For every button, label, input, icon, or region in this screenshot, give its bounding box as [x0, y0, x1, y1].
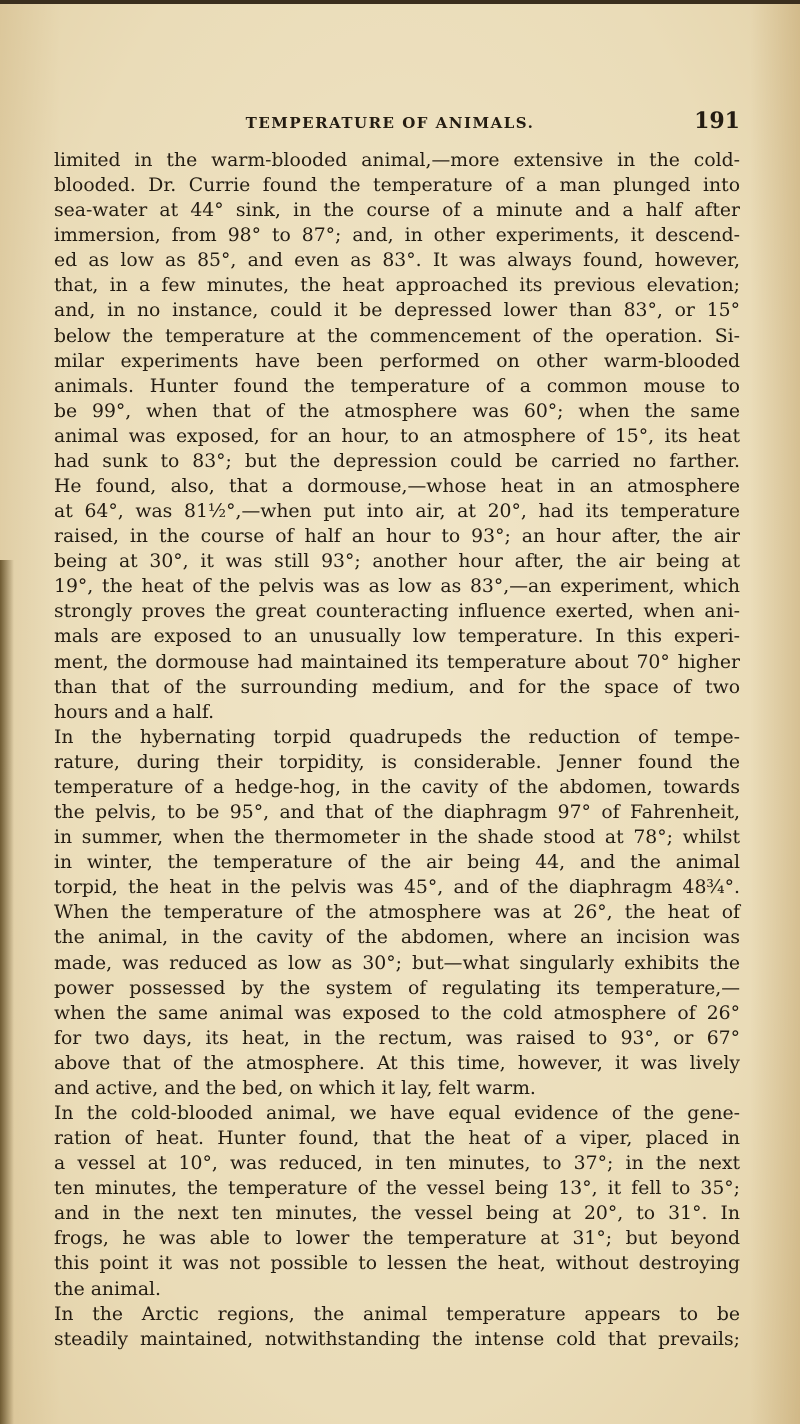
text-line: limited in the warm-blooded animal,—more extensive in the cold- [54, 150, 740, 171]
text-line: and, in no instance, could it be depressed lower than 83°, or 15° [54, 300, 740, 322]
text-line: made, was reduced as low as 30°; but—what singularly exhibits the [54, 952, 740, 974]
text-line: In the Arctic regions, the animal temperature appears to be [54, 1303, 740, 1325]
text-line: animal was exposed, for an hour, to an atmosphere of 15°, its heat [54, 425, 740, 447]
text-line: strongly proves the great counteracting influence exerted, when ani- [54, 601, 740, 623]
text-line: immersion, from 98° to 87°; and, in other experiments, it descend- [54, 225, 740, 247]
text-line: for two days, its heat, in the rectum, was raised to 93°, or 67° [54, 1027, 740, 1049]
text-line: mals are exposed to an unusually low temperature. In this experi- [54, 626, 740, 648]
text-line: ment, the dormouse had maintained its temperature about 70° higher [54, 651, 740, 673]
text-line: had sunk to 83°; but the depression could be carried no farther. [54, 450, 740, 472]
text-line: below the temperature at the commencement of the operation. Si- [54, 325, 740, 347]
text-line: animals. Hunter found the temperature of a common mouse to [54, 375, 740, 397]
text-line: this point it was not possible to lessen the heat, without destroying [54, 1253, 740, 1275]
top-edge-rule [0, 0, 800, 4]
text-line: when the same animal was exposed to the cold atmosphere of 26° [54, 1002, 740, 1024]
text-line: blooded. Dr. Currie found the temperature of a man plunged into [54, 175, 740, 197]
text-line: the animal. [54, 1278, 162, 1300]
page-number: 191 [694, 108, 740, 134]
text-line: being at 30°, it was still 93°; another hour after, the air being at [54, 551, 740, 573]
text-line: He found, also, that a dormouse,—whose heat in an atmosphere [54, 476, 740, 498]
text-line: ten minutes, the temperature of the vessel being 13°, it fell to 35°; [54, 1178, 740, 1200]
text-line: in summer, when the thermometer in the shade stood at 78°; whilst [54, 827, 740, 849]
text-line: in winter, the temperature of the air being 44, and the animal [54, 852, 740, 874]
text-line: In the hybernating torpid quadrupeds the reduction of tempe- [54, 726, 740, 748]
text-line: ration of heat. Hunter found, that the heat of a viper, placed in [54, 1128, 740, 1150]
text-line: ed as low as 85°, and even as 83°. It was always found, however, [54, 250, 740, 272]
text-line: raised, in the course of half an hour to 93°; an hour after, the air [54, 526, 740, 548]
text-line: steadily maintained, notwithstanding the intense cold that prevails; [54, 1328, 740, 1350]
body-text [54, 148, 740, 1352]
text-line: temperature of a hedge-hog, in the cavity of the abdomen, towards [54, 776, 740, 798]
text-line: hours and a half. [54, 701, 215, 723]
text-line: torpid, the heat in the pelvis was 45°, and of the diaphragm 48¾°. [54, 877, 740, 899]
running-header [40, 108, 740, 138]
text-line: be 99°, when that of the atmosphere was 60°; when the same [54, 400, 740, 422]
text-line: frogs, he was able to lower the temperature at 31°; but beyond [54, 1228, 740, 1250]
text-line: a vessel at 10°, was reduced, in ten minutes, to 37°; in the next [54, 1153, 740, 1175]
text-line: In the cold-blooded animal, we have equal evidence of the gene- [54, 1102, 740, 1124]
text-line: at 64°, was 81½°,—when put into air, at 20°, had its temperature [54, 501, 740, 523]
text-line: power possessed by the system of regulating its temperature,— [54, 977, 740, 999]
running-title: TEMPERATURE OF ANIMALS. [245, 114, 535, 132]
text-line: 19°, the heat of the pelvis was as low as 83°,—an experiment, which [54, 576, 740, 598]
text-line: milar experiments have been performed on other warm-blooded [54, 350, 740, 372]
text-line: that, in a few minutes, the heat approached its previous elevation; [54, 275, 740, 297]
text-line: sea-water at 44° sink, in the course of a minute and a half after [54, 200, 740, 222]
text-line: above that of the atmosphere. At this time, however, it was lively [54, 1052, 740, 1074]
text-line: When the temperature of the atmosphere was at 26°, the heat of [54, 902, 740, 924]
page-edge-shadow [0, 560, 14, 1424]
text-line: the animal, in the cavity of the abdomen, where an incision was [54, 927, 740, 949]
text-line: the pelvis, to be 95°, and that of the diaphragm 97° of Fahrenheit, [54, 802, 740, 824]
text-line: rature, during their torpidity, is considerable. Jenner found the [54, 751, 740, 773]
text-line: than that of the surrounding medium, and for the space of two [54, 676, 740, 698]
text-line: and in the next ten minutes, the vessel being at 20°, to 31°. In [54, 1203, 740, 1225]
text-line: and active, and the bed, on which it lay, felt warm. [54, 1077, 536, 1099]
